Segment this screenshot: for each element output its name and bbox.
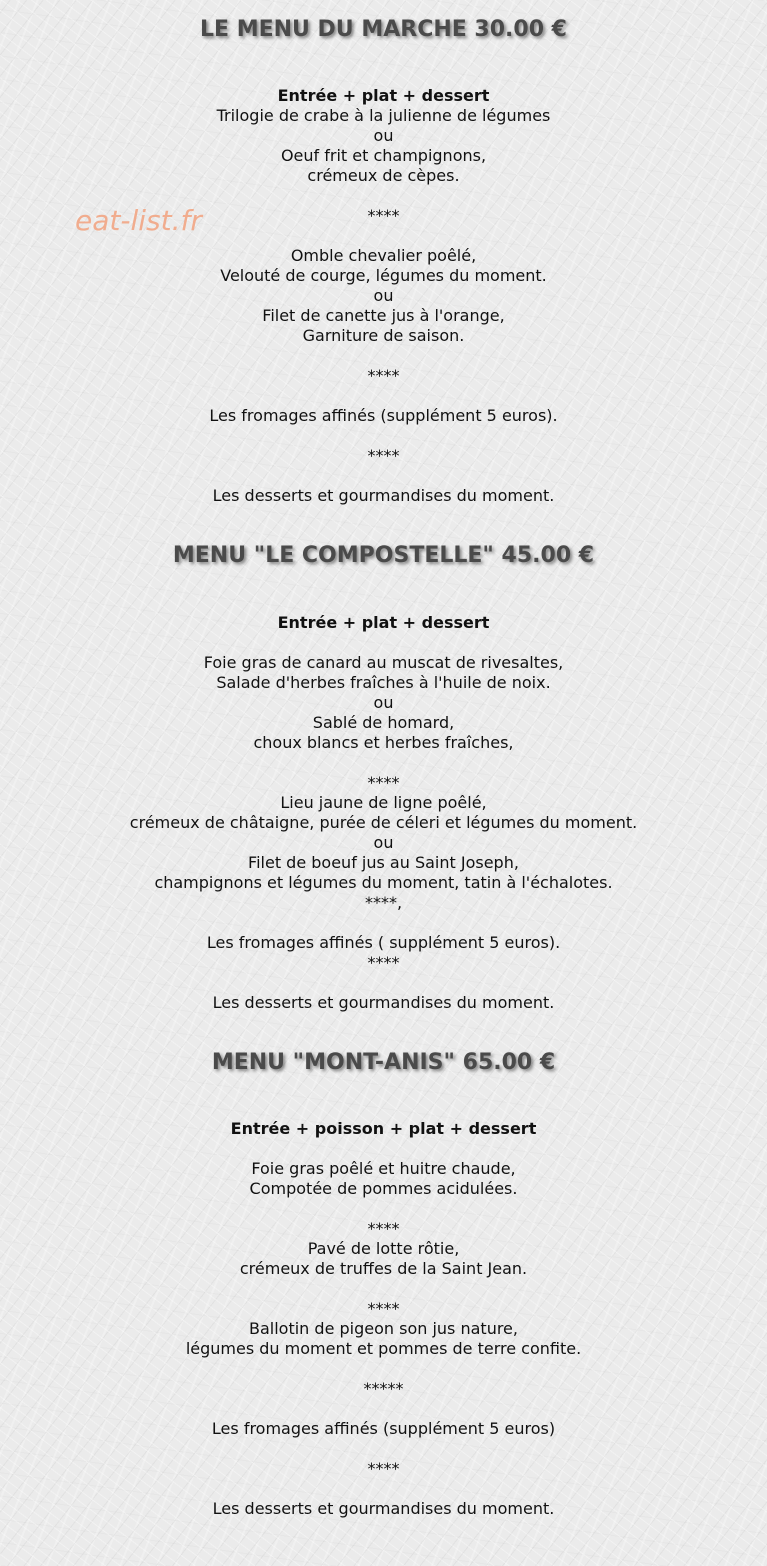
menu-line: ou	[373, 833, 394, 852]
blank-line	[0, 426, 767, 446]
blank-line	[0, 1439, 767, 1459]
menu-line: ou	[373, 693, 394, 712]
menu-line: Pavé de lotte rôtie,	[307, 1239, 460, 1258]
blank-line	[0, 973, 767, 993]
menu-line: Oeuf frit et champignons,	[280, 146, 487, 165]
menu-line: choux blancs et herbes fraîches,	[253, 733, 514, 752]
menu-mont-anis	[0, 1013, 767, 1519]
menu-line: Sablé de homard,	[312, 713, 455, 732]
blank-line	[0, 1279, 767, 1299]
blank-line	[0, 633, 767, 653]
course-heading: Entrée + plat + dessert	[277, 86, 490, 105]
blank-line	[0, 913, 767, 933]
blank-line	[0, 186, 767, 206]
menu-marche	[0, 0, 767, 506]
course-heading: Entrée + poisson + plat + dessert	[230, 1119, 537, 1138]
menu-line: Les desserts et gourmandises du moment.	[212, 1499, 555, 1518]
menu-lines	[0, 106, 767, 506]
blank-line	[0, 466, 767, 486]
menu-line: Trilogie de crabe à la julienne de légumes	[216, 106, 551, 125]
menu-line: ****	[367, 1219, 400, 1238]
menu-title: LE MENU DU MARCHE 30.00 €	[199, 17, 567, 42]
menu-line: ****,	[364, 893, 403, 912]
menu-line: crémeux de châtaigne, purée de céleri et légumes du moment.	[129, 813, 638, 832]
blank-line	[0, 1199, 767, 1219]
menu-line: *****	[363, 1379, 404, 1398]
menu-line: ****	[367, 953, 400, 972]
menu-line: ****	[367, 366, 400, 385]
menu-line: Filet de canette jus à l'orange,	[262, 306, 505, 325]
blank-line	[0, 346, 767, 366]
menu-line: champignons et légumes du moment, tatin à l'échalotes.	[154, 873, 613, 892]
blank-line	[0, 1479, 767, 1499]
blank-line	[0, 386, 767, 406]
menu-lines	[0, 1139, 767, 1519]
menu-line: ou	[373, 126, 394, 145]
course-heading: Entrée + plat + dessert	[277, 613, 490, 632]
menu-line: Les fromages affinés (supplément 5 euros).	[209, 406, 558, 425]
menu-line: Lieu jaune de ligne poêlé,	[280, 793, 487, 812]
menu-line: ****	[367, 773, 400, 792]
menu-line: crémeux de truffes de la Saint Jean.	[239, 1259, 528, 1278]
menu-line: Foie gras poêlé et huitre chaude,	[251, 1159, 516, 1178]
menu-line: Les desserts et gourmandises du moment.	[212, 486, 555, 505]
watermark-logo: eat-list.fr	[75, 204, 202, 237]
menu-line: Garniture de saison.	[302, 326, 465, 345]
menu-line: Velouté de courge, légumes du moment.	[220, 266, 547, 285]
menu-line: Salade d'herbes fraîches à l'huile de noix.	[216, 673, 551, 692]
blank-line	[0, 1399, 767, 1419]
menu-line: Omble chevalier poêlé,	[290, 246, 477, 265]
menu-line: crémeux de cèpes.	[307, 166, 460, 185]
menu-line: Ballotin de pigeon son jus nature,	[249, 1319, 518, 1338]
menu-line: ****	[367, 446, 400, 465]
menu-line: Foie gras de canard au muscat de rivesaltes,	[203, 653, 564, 672]
menu-line: Les fromages affinés (supplément 5 euros)	[211, 1419, 556, 1438]
menu-line: Compotée de pommes acidulées.	[249, 1179, 518, 1198]
menu-line: ****	[367, 1299, 400, 1318]
menu-title: MENU "MONT-ANIS" 65.00 €	[211, 1050, 556, 1075]
menu-line: ou	[373, 286, 394, 305]
menu-line: légumes du moment et pommes de terre confite.	[185, 1339, 582, 1358]
menu-lines	[0, 633, 767, 1013]
menu-line: Les desserts et gourmandises du moment.	[212, 993, 555, 1012]
blank-line	[0, 1139, 767, 1159]
menu-line: ****	[367, 1459, 400, 1478]
menu-title: MENU "LE COMPOSTELLE" 45.00 €	[172, 543, 595, 568]
blank-line	[0, 753, 767, 773]
menu-line: ****	[367, 206, 400, 225]
menu-line: Filet de boeuf jus au Saint Joseph,	[248, 853, 519, 872]
blank-line	[0, 1359, 767, 1379]
menu-compostelle	[0, 506, 767, 1013]
menu-line: Les fromages affinés ( supplément 5 euros).	[206, 933, 561, 952]
